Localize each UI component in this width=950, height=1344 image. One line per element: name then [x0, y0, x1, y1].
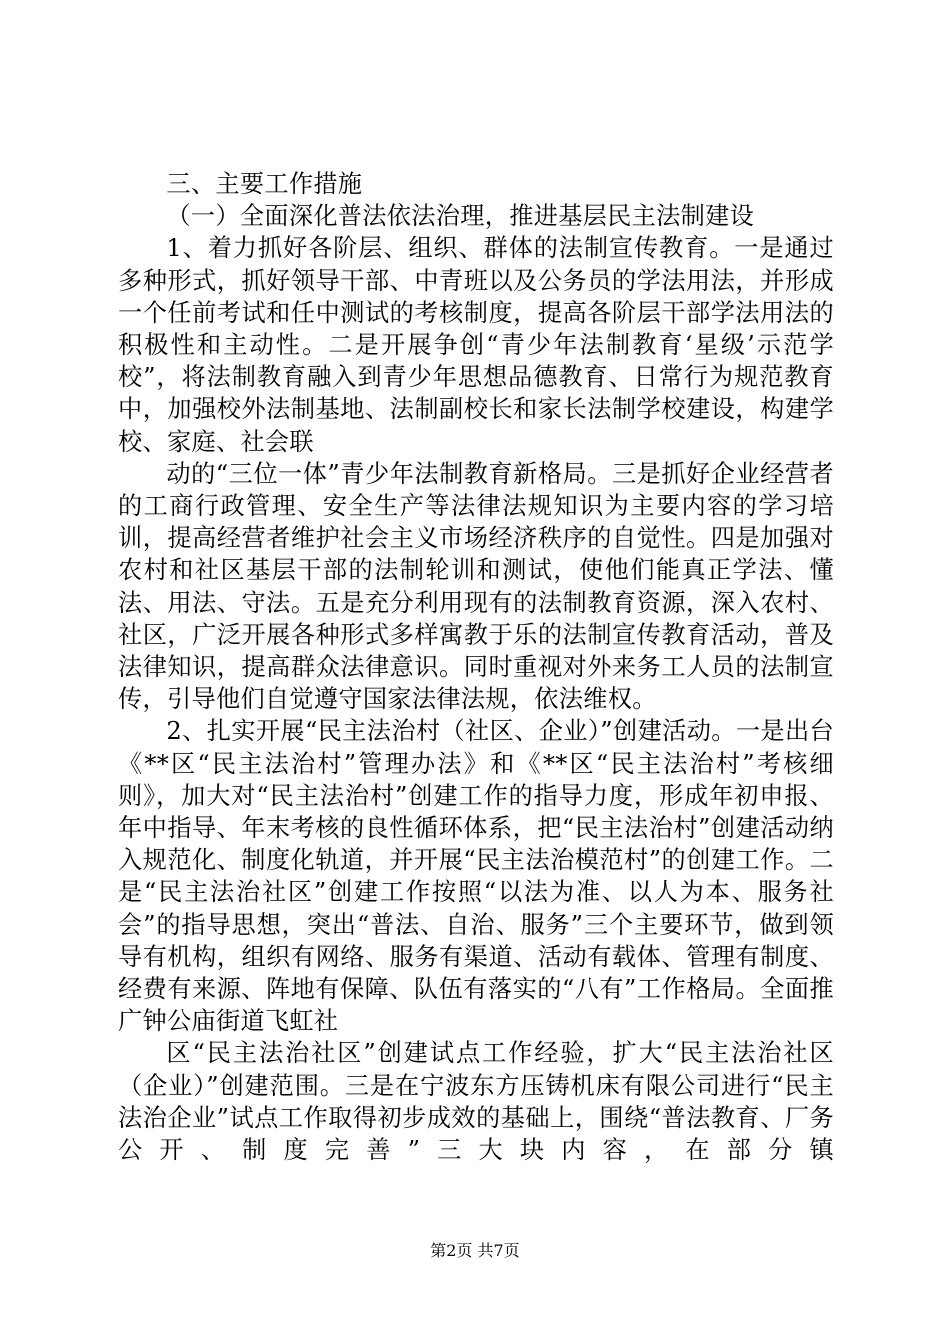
document-body [118, 168, 834, 1166]
subsection-heading: （一）全面深化普法依法治理，推进基层民主法制建设 [166, 202, 755, 231]
paragraph-2-continued: 区“民主法治社区”创建试点工作经验，扩大“民主法治社区（企业）”创建范围。三是在宁波东方压铸机床有限公司进行“民主法治企业”试点工作取得初步成效的基础上，围绕“普法教育、厂务公开、制度完善”三大块内容，在部分镇 [118, 1039, 834, 1165]
paragraph-1-continued: 动的“三位一体”青少年法制教育新格局。三是抓好企业经营者的工商行政管理、安全生产等法律法规知识为主要内容的学习培训，提高经营者维护社会主义市场经济秩序的自觉性。四是加强对农村和社区基层干部的法制轮训和测试，使他们能真正学法、懂法、用法、守法。五是充分利用现有的法制教育资源，深入农村、社区，广泛开展各种形式多样寓教于乐的法制宣传教育活动，普及法律知识，提高群众法律意识。同时重视对外来务工人员的法制宣传，引导他们自觉遵守国家法律法规，依法维权。 [118, 459, 834, 714]
page-footer: 第2页 共7页 [430, 1241, 520, 1260]
paragraph-1: 1、着力抓好各阶层、组织、群体的法制宣传教育。一是通过多种形式，抓好领导干部、中青班以及公务员的学法用法，并形成一个任前考试和任中测试的考核制度，提高各阶层干部学法用法的积极性和主动性。二是开展争创“青少年法制教育‘星级’示范学校”，将法制教育融入到青少年思想品德教育、日常行为规范教育中，加强校外法制基地、法制副校长和家长法制学校建设，构建学校、家庭、社会联 [118, 234, 834, 456]
section-heading: 三、主要工作措施 [166, 170, 363, 198]
paragraph-2: 2、扎实开展“民主法治村（社区、企业）”创建活动。一是出台《**区“民主法治村”管理办法》和《**区“民主法治村”考核细则》，加大对“民主法治村”创建工作的指导力度，形成年初申报、年中指导、年末考核的良性循环体系，把“民主法治村”创建活动纳入规范化、制度化轨道，并开展“民主法治模范村”的创建工作。二是“民主法治社区”创建工作按照“以法为准、以人为本、服务社会”的指导思想，突出“普法、自治、服务”三个主要环节，做到领导有机构，组织有网络、服务有渠道、活动有载体、管理有制度、经费有来源、阵地有保障、队伍有落实的“八有”工作格局。全面推广钟公庙街道飞虹社 [118, 717, 834, 1036]
